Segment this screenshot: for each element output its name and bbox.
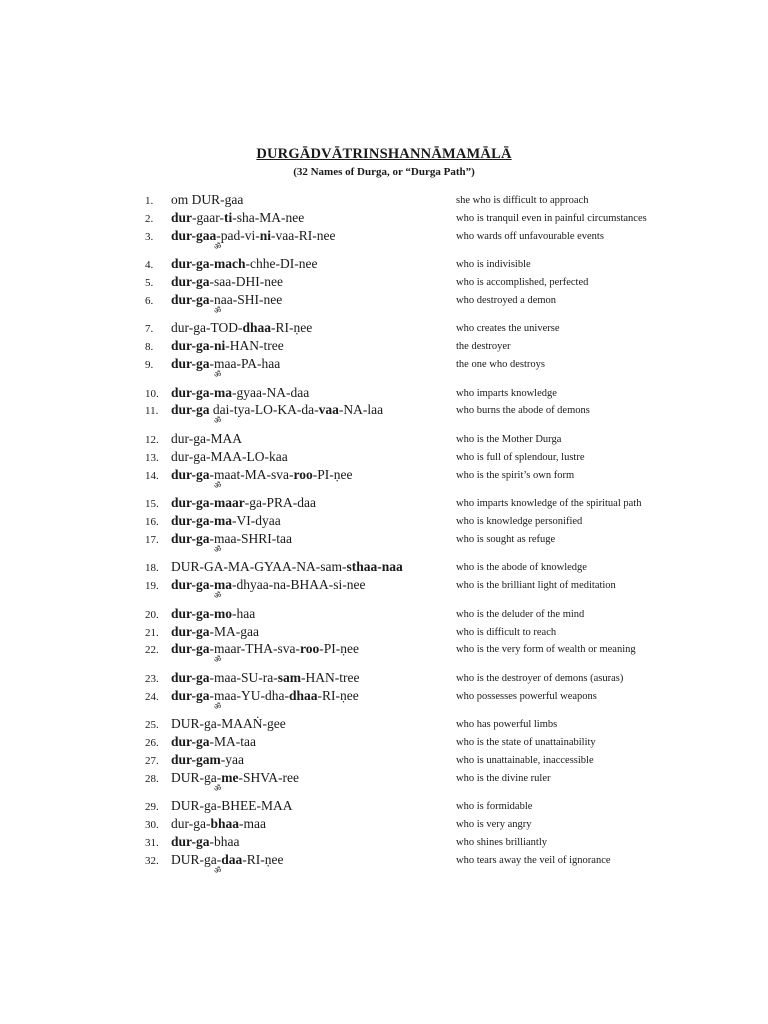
name-segment: -yaa [220, 752, 244, 767]
item-meaning: who is the deluder of the mind [456, 608, 585, 620]
list-item [0, 798, 768, 816]
name-segment: -RI-ṇee [242, 851, 284, 867]
list-item [0, 670, 768, 688]
item-number: 12. [145, 434, 159, 446]
item-number: 30. [145, 819, 159, 832]
name-segment: -maa-PA-haa [209, 356, 281, 371]
name-bold-segment: sam [277, 670, 301, 685]
item-name [171, 274, 283, 290]
name-bold-segment: sthaa-naa [346, 559, 403, 575]
item-meaning: who is the brilliant light of meditation [456, 580, 616, 592]
item-number: 26. [145, 737, 159, 750]
name-bold-segment: dur-ga [171, 274, 210, 289]
name-bold-segment: dur-ga [171, 687, 210, 703]
list-item [0, 734, 768, 752]
list-item [0, 385, 768, 403]
item-name [171, 834, 240, 850]
list-item [0, 338, 768, 356]
item-name [171, 531, 292, 547]
name-bold-segment: dur-ga [171, 734, 210, 750]
item-meaning: who possesses powerful weapons [456, 690, 597, 702]
item-number: 1. [145, 195, 154, 207]
name-segment: -maar-THA-sva- [209, 641, 300, 657]
name-bold-segment: ti [223, 209, 233, 225]
item-number: 20. [145, 608, 159, 621]
om-symbol-icon: ॐ [214, 480, 222, 490]
item-number: 32. [145, 854, 159, 867]
item-number: 11. [145, 405, 159, 418]
name-segment: -HAN-tree [225, 338, 284, 354]
item-number: 27. [145, 755, 159, 767]
item-name [171, 338, 284, 354]
item-meaning: who is very angry [456, 819, 532, 831]
name-bold-segment: dur-ga-ma [171, 513, 232, 528]
name-bold-segment: dur-ga [171, 834, 210, 849]
list-item [0, 192, 768, 210]
item-meaning: who shines brilliantly [456, 837, 547, 848]
name-bold-segment: dur-ga-maar [171, 495, 245, 511]
item-meaning: who is accomplished, perfected [456, 277, 589, 288]
name-bold-segment: vaa [318, 402, 339, 418]
item-meaning: who is tranquil even in painful circumstances [456, 212, 647, 224]
item-meaning: who is indivisible [456, 259, 531, 271]
name-segment: DUR-GA-MA-GYAA-NA-sam- [171, 559, 347, 575]
name-segment: -maat-MA-sva- [209, 466, 294, 482]
list-item [0, 577, 768, 601]
name-bold-segment: dhaa [242, 320, 271, 336]
name-bold-segment: roo [299, 641, 320, 657]
list-item [0, 769, 768, 793]
list-item [0, 356, 768, 379]
name-bold-segment: dur-ga [171, 291, 210, 307]
item-meaning: who is the abode of knowledge [456, 562, 587, 574]
list-item [0, 274, 768, 292]
name-segment: -maa-SHRI-taa [209, 530, 292, 546]
item-meaning: who is the state of unattainability [456, 737, 596, 749]
name-bold-segment: dur-ga [171, 356, 210, 371]
item-meaning: who is the destroyer of demons (asuras) [456, 673, 624, 684]
name-segment: -bhaa [209, 834, 240, 849]
name-segment: -gaar- [192, 209, 224, 225]
item-name [171, 559, 403, 575]
item-name [171, 852, 284, 868]
list-item [0, 559, 768, 577]
name-bold-segment: roo [293, 466, 313, 482]
item-meaning: who has powerful limbs [456, 719, 558, 731]
item-name [171, 734, 256, 750]
list-item [0, 530, 768, 554]
name-segment: DUR-ga- [171, 851, 222, 867]
item-name [171, 385, 309, 401]
item-name [171, 513, 281, 529]
item-meaning: who creates the universe [456, 323, 560, 335]
name-segment: -dhyaa-na-BHAA-si-nee [232, 577, 366, 593]
item-name [171, 577, 365, 593]
item-number: 2. [145, 212, 154, 225]
item-name [171, 495, 316, 511]
name-bold-segment: dur-ga [171, 641, 210, 657]
name-segment: -PI-ṇee [312, 466, 353, 482]
item-name [171, 228, 335, 244]
item-name [171, 816, 266, 832]
item-number: 8. [145, 341, 154, 354]
item-number: 3. [145, 230, 154, 243]
name-bold-segment: dur-ga [171, 466, 210, 482]
name-segment: -maa [239, 816, 266, 832]
list-item [0, 816, 768, 834]
list-item [0, 687, 768, 711]
name-bold-segment: dur-gam [171, 752, 221, 767]
list-item [0, 402, 768, 426]
item-name [171, 688, 359, 704]
item-number: 24. [145, 690, 159, 703]
list-item [0, 495, 768, 513]
list-item [0, 227, 768, 251]
om-symbol-icon: ॐ [214, 241, 222, 251]
list-item [0, 431, 768, 449]
name-bold-segment: dur [171, 209, 193, 225]
list-item [0, 210, 768, 228]
name-segment: DUR-ga- [171, 769, 222, 785]
name-segment: -PI-ṇee [319, 641, 359, 657]
name-segment: DUR-ga-BHEE-MAA [171, 798, 293, 814]
om-symbol-icon: ॐ [214, 701, 222, 711]
name-segment: -vaa-RI-nee [271, 227, 336, 243]
item-meaning: who is unattainable, inaccessible [456, 755, 594, 766]
list-item [0, 256, 768, 274]
name-segment: -gyaa-NA-daa [232, 384, 310, 400]
name-bold-segment: dur-ga [171, 623, 210, 639]
item-meaning: who is knowledge personified [456, 516, 583, 527]
name-segment: -saa-DHI-nee [209, 274, 283, 289]
item-number: 14. [145, 469, 159, 482]
item-name [171, 716, 286, 732]
item-number: 31. [145, 837, 159, 849]
item-number: 10. [145, 387, 159, 400]
item-number: 19. [145, 580, 159, 593]
name-segment: om DUR-gaa [171, 192, 244, 207]
list-item [0, 466, 768, 490]
name-bold-segment: bhaa [210, 816, 239, 832]
name-segment: -HAN-tree [300, 670, 360, 685]
item-number: 13. [145, 451, 159, 464]
name-bold-segment: me [221, 769, 239, 785]
name-segment: -VI-dyaa [232, 513, 281, 528]
name-segment: -MA-taa [209, 734, 256, 750]
name-segment: DUR-ga-MAAṄ-gee [171, 716, 286, 732]
item-meaning: who is difficult to reach [456, 626, 557, 638]
item-number: 5. [145, 277, 154, 289]
list-item [0, 513, 768, 531]
om-symbol-icon: ॐ [214, 655, 222, 665]
item-name [171, 770, 299, 786]
item-name [171, 292, 282, 308]
name-segment: -ga-PRA-daa [244, 495, 316, 511]
item-meaning: who tears away the veil of ignorance [456, 854, 611, 866]
item-number: 23. [145, 673, 159, 685]
name-bold-segment: daa [221, 851, 243, 867]
name-bold-segment: dur-ga [171, 530, 210, 546]
om-symbol-icon: ॐ [214, 416, 222, 426]
name-segment: -naa-SHI-nee [209, 291, 283, 307]
item-meaning: who burns the abode of demons [456, 405, 590, 417]
list-item [0, 606, 768, 624]
om-symbol-icon: ॐ [214, 591, 222, 601]
name-bold-segment: ni [259, 227, 272, 243]
name-segment: -MA-gaa [209, 623, 259, 639]
item-name [171, 210, 304, 226]
name-segment: -maa-YU-dha- [209, 687, 289, 703]
name-segment: -haa [232, 605, 256, 621]
item-number: 6. [145, 294, 154, 307]
item-name [171, 320, 312, 336]
item-name [171, 752, 244, 768]
item-number: 7. [145, 323, 154, 336]
document-subtitle: (32 Names of Durga, or “Durga Path”) [293, 166, 475, 178]
item-meaning: who wards off unfavourable events [456, 230, 604, 242]
om-symbol-icon: ॐ [214, 783, 222, 793]
list-item [0, 320, 768, 338]
item-meaning: who destroyed a demon [456, 294, 557, 306]
om-symbol-icon: ॐ [214, 865, 222, 875]
item-meaning: who imparts knowledge [456, 387, 557, 399]
item-name [171, 624, 259, 640]
name-bold-segment: dur-ga-mo [171, 605, 232, 621]
item-number: 28. [145, 772, 159, 785]
name-bold-segment: dur-gaa [171, 227, 217, 243]
name-bold-segment: dur-ga-ni [171, 338, 226, 354]
item-number: 21. [145, 626, 159, 639]
item-name [171, 192, 243, 208]
list-item [0, 624, 768, 642]
list-item [0, 641, 768, 665]
item-meaning: who is full of splendour, lustre [456, 451, 585, 463]
item-meaning: who is the divine ruler [456, 772, 551, 784]
name-segment: dai-tya-LO-KA-da- [209, 402, 319, 418]
name-bold-segment: dur-ga-mach [171, 256, 246, 272]
item-name [171, 606, 255, 622]
item-meaning: the destroyer [456, 341, 511, 353]
item-number: 9. [145, 359, 154, 371]
item-name [171, 798, 292, 814]
name-segment: -SHVA-ree [238, 769, 299, 785]
item-meaning: who imparts knowledge of the spiritual path [456, 498, 642, 510]
list-item [0, 291, 768, 315]
item-name [171, 641, 359, 657]
item-number: 15. [145, 498, 159, 511]
name-segment: dur-ga-TOD- [171, 320, 243, 336]
item-meaning: the one who destroys [456, 359, 545, 370]
name-bold-segment: dur-ga-ma [171, 577, 232, 593]
item-name [171, 356, 280, 372]
name-segment: -chhe-DI-nee [245, 256, 318, 272]
name-segment: dur-ga-MAA-LO-kaa [171, 448, 288, 464]
name-bold-segment: dur-ga-ma [171, 384, 232, 400]
item-meaning: who is the Mother Durga [456, 434, 562, 445]
item-number: 16. [145, 516, 159, 528]
item-name [171, 467, 352, 483]
om-symbol-icon: ॐ [214, 544, 222, 554]
item-number: 17. [145, 533, 159, 546]
name-bold-segment: dhaa [288, 687, 318, 703]
om-symbol-icon: ॐ [214, 370, 222, 379]
name-bold-segment: dur-ga [171, 402, 210, 418]
list-item [0, 851, 768, 875]
list-item [0, 752, 768, 770]
name-bold-segment: dur-ga [171, 670, 210, 685]
name-segment: -NA-laa [338, 402, 384, 418]
item-name [171, 449, 288, 465]
item-name [171, 402, 383, 418]
item-name [171, 670, 359, 686]
item-name [171, 256, 317, 272]
name-segment: -pad-vi- [216, 227, 260, 243]
item-meaning: she who is difficult to approach [456, 195, 589, 206]
om-symbol-icon: ॐ [214, 305, 222, 315]
document-title: DURGĀDVĀTRINSHANNĀMAMĀLĀ [256, 146, 512, 162]
item-number: 29. [145, 801, 159, 814]
name-segment: -maa-SU-ra- [209, 670, 278, 685]
list-item [0, 834, 768, 852]
item-meaning: who is the spirit’s own form [456, 469, 575, 481]
item-number: 4. [145, 259, 154, 272]
name-segment: -RI-ṇee [317, 687, 359, 703]
name-segment: -sha-MA-nee [232, 209, 305, 225]
list-item [0, 716, 768, 734]
item-meaning: who is the very form of wealth or meaning [456, 644, 636, 656]
item-number: 25. [145, 719, 159, 732]
list-item [0, 449, 768, 467]
item-number: 18. [145, 562, 159, 575]
item-meaning: who is sought as refuge [456, 533, 556, 545]
item-meaning: who is formidable [456, 801, 533, 813]
name-segment: -RI-ṇee [271, 320, 313, 336]
item-name [171, 431, 242, 447]
name-segment: dur-ga- [171, 816, 211, 832]
name-segment: dur-ga-MAA [171, 431, 242, 446]
item-number: 22. [145, 644, 159, 657]
